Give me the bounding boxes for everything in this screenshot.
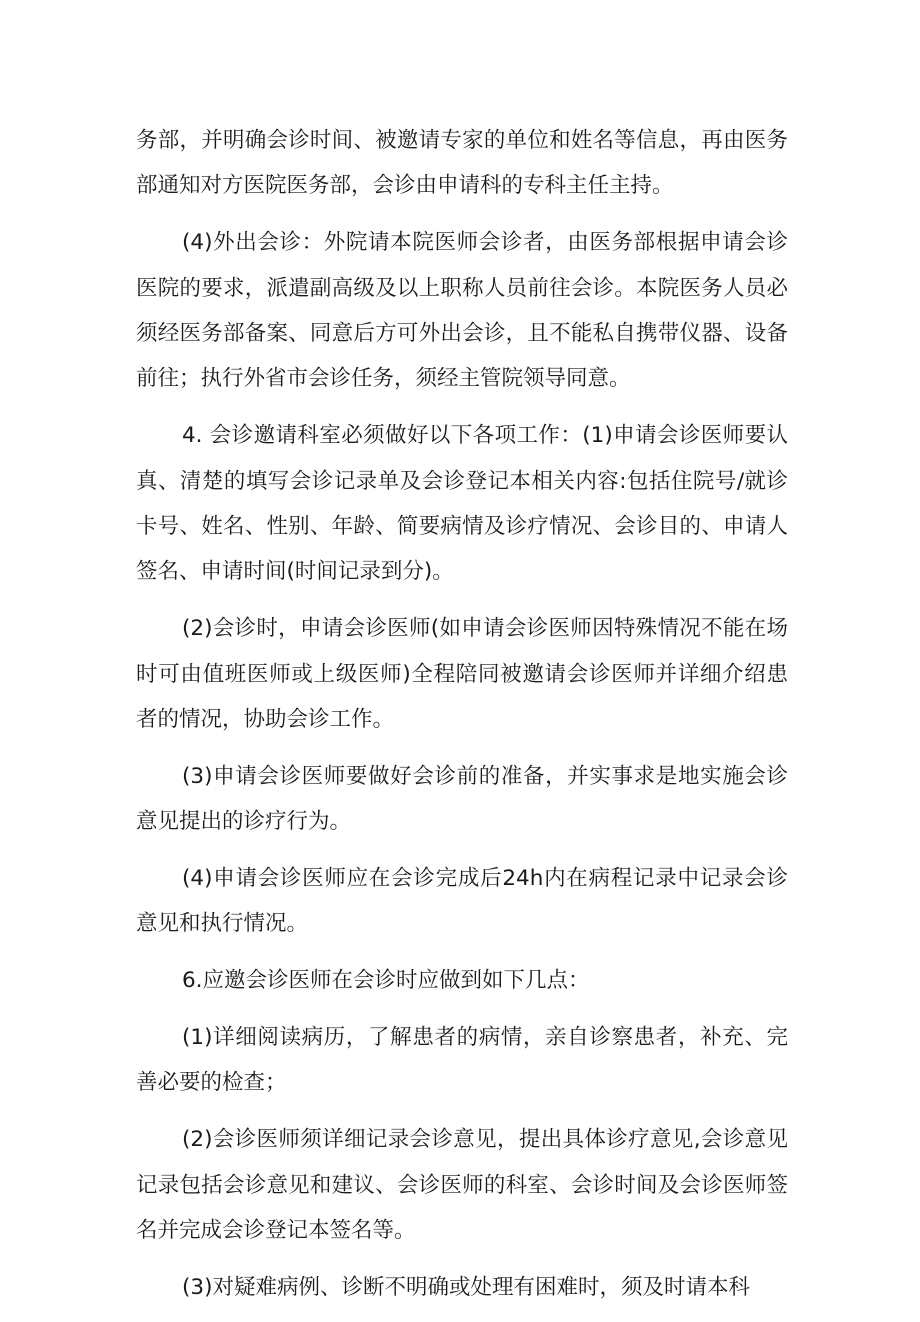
paragraph-6: (4)申请会诊医师应在会诊完成后24h内在病程记录中记录会诊意见和执行情况。	[136, 866, 788, 937]
paragraph-1: 务部，并明确会诊时间、被邀请专家的单位和姓名等信息，再由医务部通知对方医院医务部，会诊由申请科的专科主任主持。	[136, 128, 788, 199]
paragraph-8: (1)详细阅读病历，了解患者的病情，亲自诊察患者，补充、完善必要的检查；	[136, 1025, 788, 1096]
paragraph-5: (3)申请会诊医师要做好会诊前的准备，并实事求是地实施会诊意见提出的诊疗行为。	[136, 763, 788, 835]
paragraph-4: (2)会诊时，申请会诊医师(如申请会诊医师因特殊情况不能在场时可由值班医师或上级医师)全程陪同被邀请会诊医师并详细介绍患者的情况，协助会诊工作。	[136, 616, 788, 733]
paragraph-10: (3)对疑难病例、诊断不明确或处理有困难时，须及时请本科	[182, 1274, 750, 1300]
paragraph-7: 6.应邀会诊医师在会诊时应做到如下几点：	[182, 968, 590, 994]
paragraph-9: (2)会诊医师须详细记录会诊意见，提出具体诊疗意见,会诊意见记录包括会诊意见和建议、会诊医师的科室、会诊时间及会诊医师签名并完成会诊登记本签名等。	[136, 1127, 788, 1244]
document-page	[136, 118, 788, 1322]
paragraph-2: (4)外出会诊：外院请本院医师会诊者，由医务部根据申请会诊医院的要求，派遣副高级及以上职称人员前往会诊。本院医务人员必须经医务部备案、同意后方可外出会诊，且不能私自携带仪器、设备前往；执行外省市会诊任务，须经主管院领导同意。	[136, 230, 788, 392]
paragraph-3: 4. 会诊邀请科室必须做好以下各项工作：(1)申请会诊医师要认真、清楚的填写会诊记录单及会诊登记本相关内容:包括住院号/就诊卡号、姓名、性别、年龄、简要病情及诊疗情况、会诊目的、申请人签名、申请时间(时间记录到分)。	[136, 423, 788, 585]
